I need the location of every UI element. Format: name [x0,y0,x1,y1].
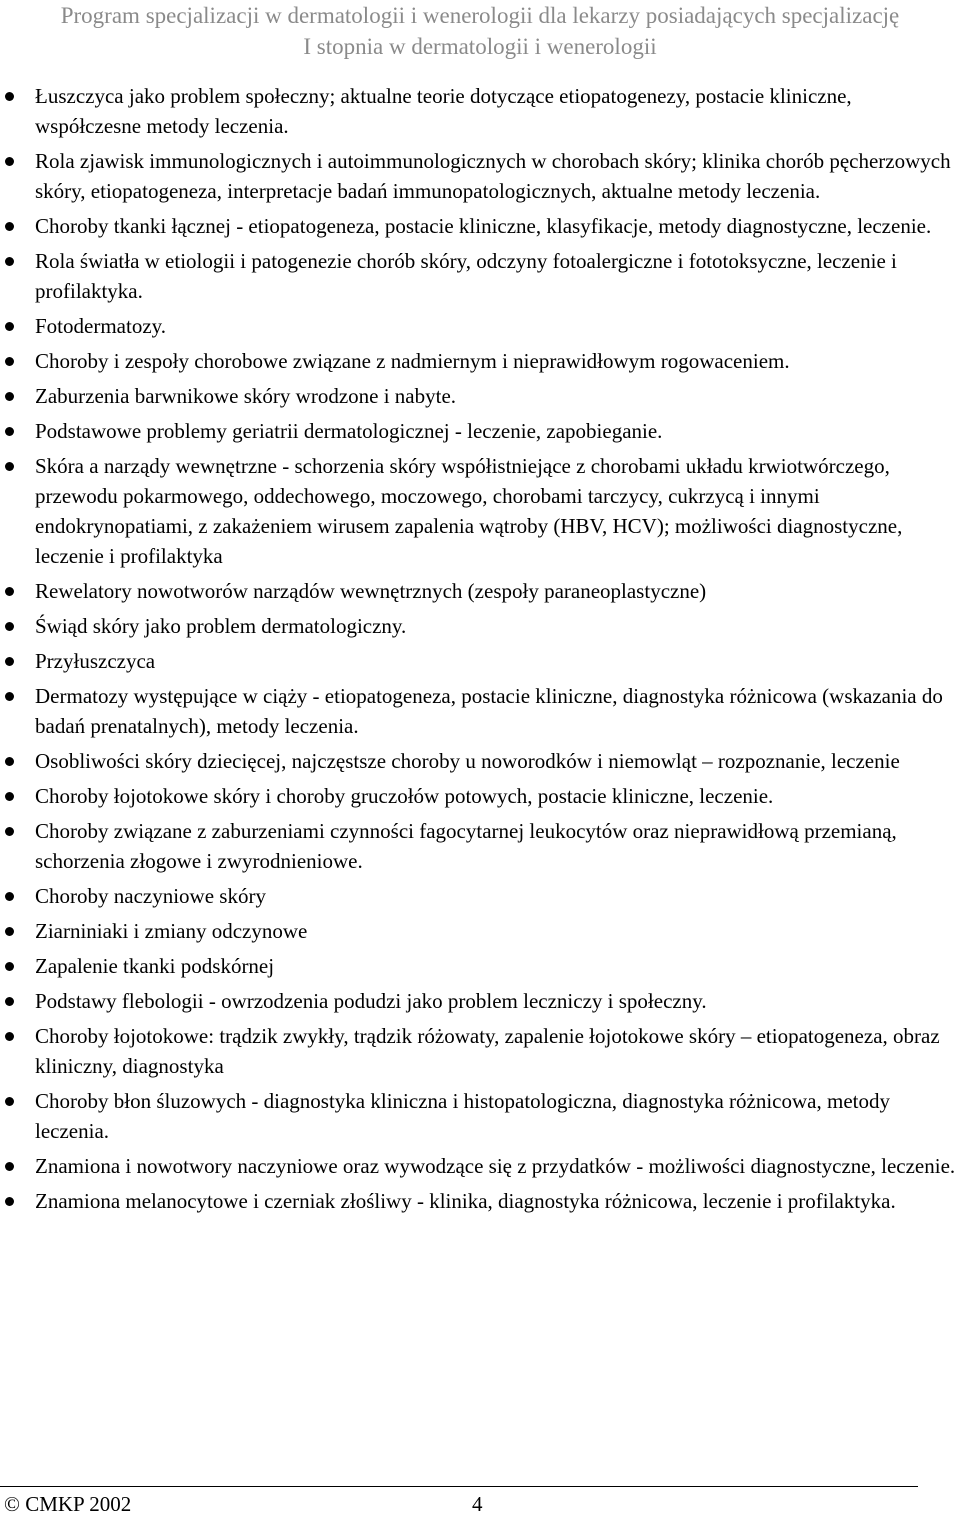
bullet-icon [5,997,14,1006]
topic-text: Rewelatory nowotworów narządów wewnętrznych (zespoły paraneoplastyczne) [35,579,707,603]
topic-text: Choroby i zespoły chorobowe związane z nadmiernym i nieprawidłowym rogowaceniem. [35,349,790,373]
topic-text: Świąd skóry jako problem dermatologiczny. [35,614,407,638]
bullet-icon [5,92,14,101]
bullet-icon [5,962,14,971]
topic-text: Choroby tkanki łącznej - etiopatogeneza, postacie kliniczne, klasyfikacje, metody diagnostyczne, leczenie. [35,214,932,238]
topic-list [0,81,960,1221]
topic-text: Przyłuszczyca [35,649,156,673]
page-footer [0,1486,960,1514]
bullet-icon [5,427,14,436]
list-item [0,381,960,411]
bullet-icon [5,892,14,901]
bullet-icon [5,357,14,366]
topic-text: Znamiona melanocytowe i czerniak złośliwy - klinika, diagnostyka różnicowa, leczenie i profilaktyka. [35,1189,896,1213]
footer-divider [0,1486,918,1487]
bullet-icon [5,1197,14,1206]
list-item [0,746,960,776]
bullet-icon [5,827,14,836]
topic-text: Choroby łojotokowe skóry i choroby gruczołów potowych, postacie kliniczne, leczenie. [35,784,774,808]
topic-text: Zapalenie tkanki podskórnej [35,954,275,978]
list-item [0,311,960,341]
bullet-icon [5,927,14,936]
bullet-icon [5,757,14,766]
topic-text: Łuszczyca jako problem społeczny; aktualne teorie dotyczące etiopatogenezy, postacie kliniczne, współczesne metody leczenia. [35,84,852,138]
list-item [0,611,960,641]
list-item [0,146,960,206]
list-item [0,576,960,606]
list-item [0,211,960,241]
bullet-icon [5,222,14,231]
bullet-icon [5,792,14,801]
topic-text: Podstawowe problemy geriatrii dermatologicznej - leczenie, zapobieganie. [35,419,663,443]
bullet-icon [5,257,14,266]
list-item [0,1021,960,1081]
bullet-icon [5,392,14,401]
topic-text: Choroby błon śluzowych - diagnostyka kliniczna i histopatologiczna, diagnostyka różnicowa, metody leczenia. [35,1089,890,1143]
topic-text: Znamiona i nowotwory naczyniowe oraz wywodzące się z przydatków - możliwości diagnostyczne, leczenie. [35,1154,956,1178]
bullet-icon [5,1097,14,1106]
list-item [0,81,960,141]
bullet-icon [5,1162,14,1171]
bullet-icon [5,322,14,331]
topic-text: Rola zjawisk immunologicznych i autoimmunologicznych w chorobach skóry; klinika chorób pęcherzowych skóry, etiopatogeneza, interpretacje badań immunopatologicznych, aktualne metody leczenia. [35,149,951,203]
topic-text: Rola światła w etiologii i patogenezie chorób skóry, odczyny fotoalergiczne i fototoksyczne, leczenie i profilaktyka. [35,249,897,303]
list-item [0,416,960,446]
topic-text: Choroby naczyniowe skóry [35,884,266,908]
list-item [0,916,960,946]
topic-text: Choroby związane z zaburzeniami czynności fagocytarnej leukocytów oraz nieprawidłową przemianą, schorzenia złogowe i zwyrodnieniowe. [35,819,897,873]
bullet-icon [5,692,14,701]
list-item [0,881,960,911]
bullet-icon [5,622,14,631]
bullet-icon [5,462,14,471]
topic-text: Podstawy flebologii - owrzodzenia podudzi jako problem leczniczy i społeczny. [35,989,707,1013]
topic-text: Zaburzenia barwnikowe skóry wrodzone i nabyte. [35,384,457,408]
list-item [0,1186,960,1216]
list-item [0,451,960,571]
list-item [0,246,960,306]
list-item [0,781,960,811]
list-item [0,1151,960,1181]
bullet-icon [5,1032,14,1041]
topic-text: Skóra a narządy wewnętrzne - schorzenia skóry współistniejące z chorobami układu krwiotwórczego, przewodu pokarmowego, oddechowego, moczowego, chorobami tarczycy, cukrzycą i innymi endokrynopatiami, z zakażeniem wirusem zapalenia wątroby (HBV, HCV); możliwości diagnostyczne, leczenie i profilaktyka [35,454,903,568]
list-item [0,1086,960,1146]
bullet-icon [5,157,14,166]
page-number: 4 [472,1492,483,1516]
topic-text: Ziarniniaki i zmiany odczynowe [35,919,308,943]
list-item [0,646,960,676]
list-item [0,986,960,1016]
bullet-icon [5,657,14,666]
topic-text: Fotodermatozy. [35,314,167,338]
page-header [0,0,960,62]
copyright-notice: © CMKP 2002 [4,1492,132,1516]
topic-text: Dermatozy występujące w ciąży - etiopatogeneza, postacie kliniczne, diagnostyka różnicowa (wskazania do badań prenatalnych), metody leczenia. [35,684,943,738]
bullet-icon [5,587,14,596]
list-item [0,816,960,876]
topic-text: Osobliwości skóry dziecięcej, najczęstsze choroby u noworodków i niemowląt – rozpoznanie, leczenie [35,749,900,773]
list-item [0,951,960,981]
topic-text: Choroby łojotokowe: trądzik zwykły, trądzik różowaty, zapalenie łojotokowe skóry – etiopatogeneza, obraz kliniczny, diagnostyka [35,1024,940,1078]
header-title-line-1: Program specjalizacji w dermatologii i wenerologii dla lekarzy posiadających specjalizację [60,3,900,28]
list-item [0,681,960,741]
list-item [0,346,960,376]
header-title-line-2: I stopnia w dermatologii i wenerologii [303,34,657,59]
